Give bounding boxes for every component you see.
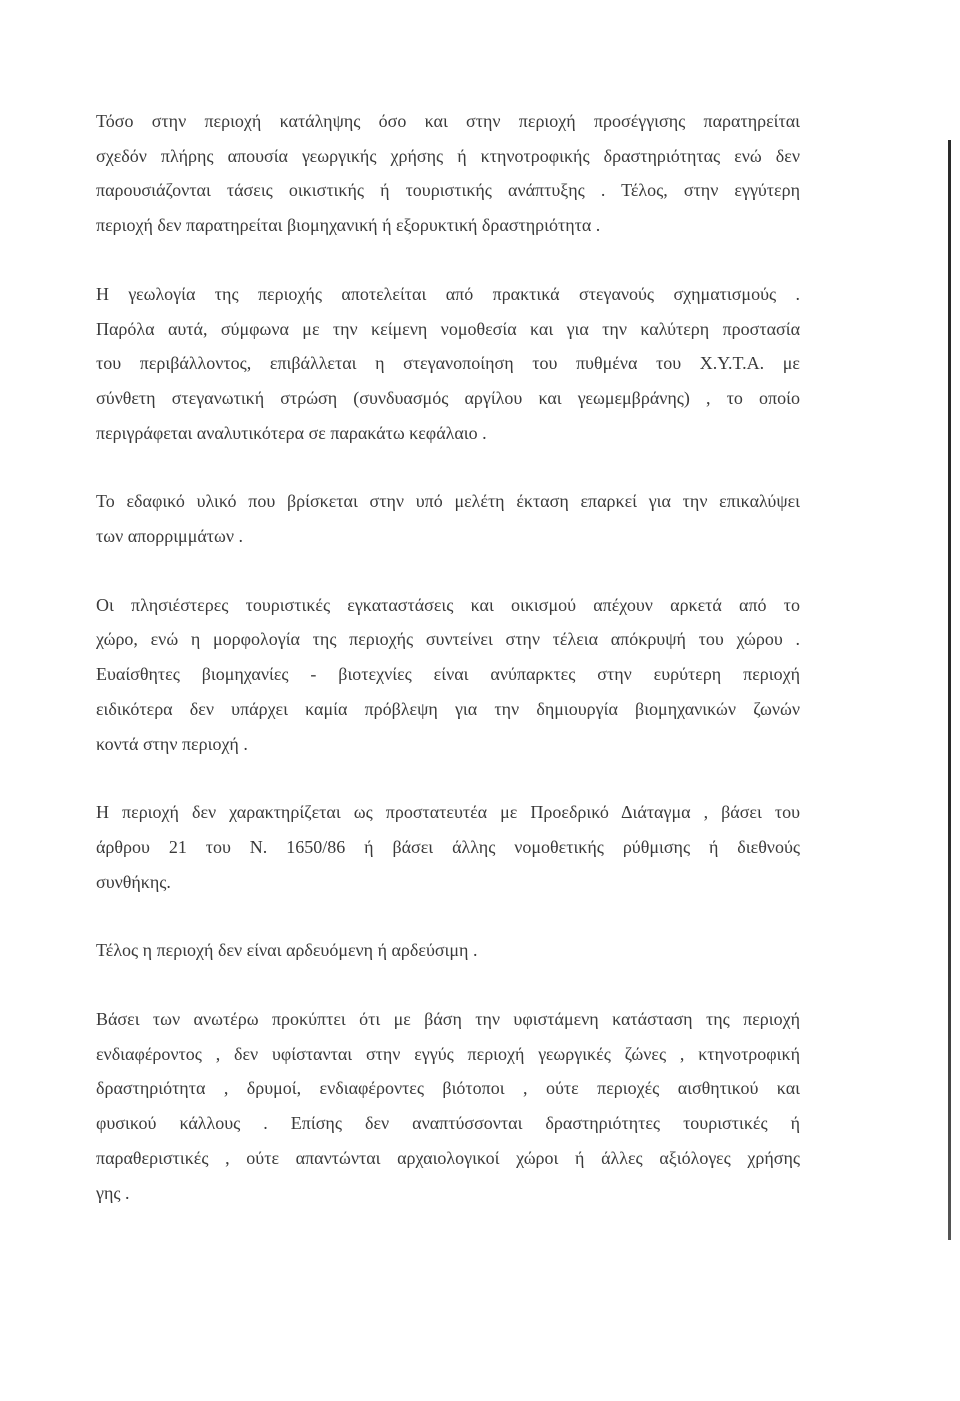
text-line: φυσικού κάλλους . Επίσης δεν αναπτύσσονται δραστηριότητες τουριστικές ή xyxy=(96,1113,800,1134)
paragraph-soil-material xyxy=(96,484,800,553)
paragraph-irrigation xyxy=(96,933,800,968)
text-line: των απορριμμάτων . xyxy=(96,526,243,547)
text-line: γης . xyxy=(96,1182,130,1203)
text-line: Το εδαφικό υλικό που βρίσκεται στην υπό μελέτη έκταση επαρκεί για την επικαλύψει xyxy=(96,491,800,512)
scan-edge-line xyxy=(948,140,951,1240)
body-text xyxy=(96,104,800,1244)
text-line: παραθεριστικές , ούτε απαντώνται αρχαιολογικοί χώροι ή άλλες αξιόλογες χρήσης xyxy=(96,1147,800,1168)
text-line: σχεδόν πλήρης απουσία γεωργικής χρήσης ή κτηνοτροφικής δραστηριότητας ενώ δεν xyxy=(96,145,800,166)
paragraph-land-use xyxy=(96,104,800,243)
text-line: Η γεωλογία της περιοχής αποτελείται από πρακτικά στεγανούς σχηματισμούς . xyxy=(96,283,800,304)
text-line: παρουσιάζονται τάσεις οικιστικής ή τουριστικής ανάπτυξης . Τέλος, στην εγγύτερη xyxy=(96,180,800,201)
text-line: συνθήκης. xyxy=(96,871,171,892)
text-line: ενδιαφέροντος , δεν υφίστανται στην εγγύς περιοχή γεωργικές ζώνες , κτηνοτροφική xyxy=(96,1043,800,1064)
text-line: δραστηριότητα , δρυμοί, ενδιαφέροντες βιότοποι , ούτε περιοχές αισθητικού και xyxy=(96,1078,800,1099)
text-line: Η περιοχή δεν χαρακτηρίζεται ως προστατευτέα με Προεδρικό Διάταγμα , βάσει του xyxy=(96,802,800,823)
text-line: άρθρου 21 του Ν. 1650/86 ή βάσει άλλης νομοθετικής ρύθμισης ή διεθνούς xyxy=(96,836,800,857)
text-line: σύνθετη στεγανωτική στρώση (συνδυασμός αργίλου και γεωμεμβράνης) , το οποίο xyxy=(96,387,800,408)
paragraph-geology xyxy=(96,277,800,451)
text-line: Βάσει των ανωτέρω προκύπτει ότι με βάση την υφιστάμενη κατάσταση της περιοχή xyxy=(96,1009,800,1030)
text-line: ειδικότερα δεν υπάρχει καμία πρόβλεψη για την δημιουργία βιομηχανικών ζωνών xyxy=(96,698,800,719)
paragraph-conclusion xyxy=(96,1002,800,1210)
text-line: περιγράφεται αναλυτικότερα σε παρακάτω κεφάλαιο . xyxy=(96,422,487,443)
text-line: χώρο, ενώ η μορφολογία της περιοχής συντείνει στην τέλεια απόκρυψή του χώρου . xyxy=(96,629,800,650)
text-line: Οι πλησιέστερες τουριστικές εγκαταστάσεις και οικισμού απέχουν αρκετά από το xyxy=(96,594,800,615)
text-line: Παρόλα αυτά, σύμφωνα με την κείμενη νομοθεσία και για την καλύτερη προστασία xyxy=(96,318,800,339)
text-line: Τέλος η περιοχή δεν είναι αρδευόμενη ή αρδεύσιμη . xyxy=(96,940,478,961)
paragraph-tourism xyxy=(96,588,800,762)
text-line: του περιβάλλοντος, επιβάλλεται η στεγανοποίηση του πυθμένα του Χ.Υ.Τ.Α. με xyxy=(96,353,800,374)
text-line: Τόσο στην περιοχή κατάληψης όσο και στην περιοχή προσέγγισης παρατηρείται xyxy=(96,111,800,131)
text-line: κοντά στην περιοχή . xyxy=(96,733,248,754)
paragraph-protection xyxy=(96,795,800,899)
text-line: Ευαίσθητες βιομηχανίες - βιοτεχνίες είναι ανύπαρκτες στην ευρύτερη περιοχή xyxy=(96,664,800,685)
text-line: περιοχή δεν παρατηρείται βιομηχανική ή εξορυκτική δραστηριότητα . xyxy=(96,215,601,236)
